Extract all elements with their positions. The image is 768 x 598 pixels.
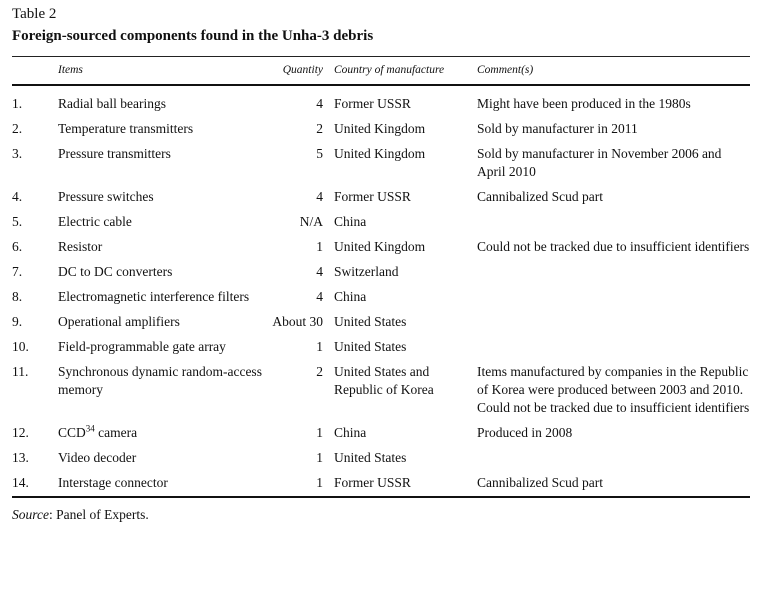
row-number: 10.: [12, 339, 29, 354]
country-cell: Former USSR: [334, 475, 411, 490]
footnote-marker: 34: [85, 423, 95, 434]
item-text-suffix: camera: [94, 425, 138, 440]
quantity-cell: 2: [316, 364, 323, 379]
item-text: Temperature transmitters: [58, 121, 194, 136]
item-text: CCD: [58, 425, 86, 440]
components-table: [12, 57, 750, 496]
row-number: 8.: [12, 289, 23, 304]
quantity-cell: 1: [316, 239, 323, 254]
quantity-cell: 4: [316, 289, 323, 304]
item-text: Pressure switches: [58, 189, 154, 204]
comment-cell: Sold by manufacturer in 2011: [477, 121, 638, 136]
header-num: [12, 57, 58, 84]
source-label: Source: [12, 507, 49, 522]
table-body: [12, 86, 750, 496]
item-name: [58, 310, 262, 335]
source-text: : Panel of Experts.: [49, 507, 149, 522]
item-name: [58, 446, 262, 471]
quantity-cell: 1: [316, 425, 323, 440]
item-text: Electric cable: [58, 214, 132, 229]
comment-cell: Cannibalized Scud part: [477, 475, 603, 490]
comment-cell: [474, 310, 750, 335]
bottom-rule: [12, 496, 750, 498]
header-comments: Comment(s): [477, 64, 534, 76]
quantity-cell: 5: [316, 146, 323, 161]
country-cell: Former USSR: [334, 189, 411, 204]
row-number: 9.: [12, 314, 23, 329]
comment-cell: Could not be tracked due to insufficient identifiers: [477, 239, 750, 254]
table-row: [12, 185, 750, 210]
item-text: Field-programmable gate array: [58, 339, 226, 354]
quantity-cell: 4: [316, 189, 323, 204]
country-cell: United Kingdom: [334, 239, 426, 254]
country-cell: United States: [334, 339, 407, 354]
row-number: 1.: [12, 96, 23, 111]
item-name: [58, 285, 262, 310]
country-cell: Former USSR: [334, 96, 411, 111]
item-text: Operational amplifiers: [58, 314, 180, 329]
quantity-cell: 1: [316, 475, 323, 490]
header-quantity: Quantity: [282, 64, 323, 76]
comment-cell: Sold by manufacturer in November 2006 and April 2010: [477, 146, 722, 179]
country-cell: Switzerland: [334, 264, 399, 279]
country-cell: United States: [334, 314, 407, 329]
table-row: [12, 360, 750, 421]
row-number: 14.: [12, 475, 29, 490]
row-number: 11.: [12, 364, 29, 379]
country-cell: United Kingdom: [334, 146, 426, 161]
country-cell: United Kingdom: [334, 121, 426, 136]
item-name: [58, 210, 262, 235]
source-note: [12, 507, 750, 523]
quantity-cell: 1: [316, 339, 323, 354]
quantity-cell: About 30: [272, 314, 323, 329]
table-row: [12, 421, 750, 446]
header-country: Country of manufacture: [334, 64, 445, 76]
quantity-cell: 4: [316, 264, 323, 279]
item-name: [58, 360, 262, 421]
item-text: Video decoder: [58, 450, 137, 465]
item-text: Radial ball bearings: [58, 96, 166, 111]
item-name: [58, 86, 262, 117]
item-name: [58, 185, 262, 210]
item-name: [58, 117, 262, 142]
table-row: [12, 446, 750, 471]
country-cell: United States and Republic of Korea: [334, 364, 434, 397]
quantity-cell: 2: [316, 121, 323, 136]
row-number: 3.: [12, 146, 23, 161]
row-number: 6.: [12, 239, 23, 254]
row-number: 5.: [12, 214, 23, 229]
table-row: [12, 260, 750, 285]
comment-cell: [474, 335, 750, 360]
header-items: Items: [58, 64, 83, 76]
table-row: [12, 210, 750, 235]
table-row: [12, 285, 750, 310]
table-row: [12, 142, 750, 185]
table-row: [12, 235, 750, 260]
item-text: Electromagnetic interference filters: [58, 289, 250, 304]
item-name: [58, 260, 262, 285]
item-name: [58, 235, 262, 260]
table-row: [12, 86, 750, 117]
row-number: 7.: [12, 264, 23, 279]
comment-cell: [474, 210, 750, 235]
table-title: Foreign-sourced components found in the Unha-3 debris: [12, 28, 374, 44]
table-row: [12, 335, 750, 360]
row-number: 2.: [12, 121, 23, 136]
country-cell: China: [334, 289, 367, 304]
header-row: [12, 57, 750, 84]
quantity-cell: 4: [316, 96, 323, 111]
comment-cell: Might have been produced in the 1980s: [477, 96, 691, 111]
country-cell: United States: [334, 450, 407, 465]
comment-cell: Items manufactured by companies in the Republic of Korea were produced between 2003 and 2010. Could not be tracked due to insufficient identifiers: [477, 364, 750, 415]
country-cell: China: [334, 214, 367, 229]
table-row: [12, 310, 750, 335]
item-text: Resistor: [58, 239, 103, 254]
quantity-cell: 1: [316, 450, 323, 465]
document: [12, 4, 750, 523]
row-number: 13.: [12, 450, 29, 465]
table-row: [12, 471, 750, 496]
comment-cell: [474, 285, 750, 310]
item-text: Interstage connector: [58, 475, 168, 490]
item-name: [58, 142, 262, 185]
item-text: Pressure transmitters: [58, 146, 171, 161]
table-row: [12, 117, 750, 142]
quantity-cell: N/A: [299, 214, 323, 229]
item-text: DC to DC converters: [58, 264, 173, 279]
comment-cell: [474, 446, 750, 471]
country-cell: China: [334, 425, 367, 440]
item-name: [58, 421, 262, 446]
item-name: [58, 471, 262, 496]
item-name: [58, 335, 262, 360]
row-number: 12.: [12, 425, 29, 440]
item-text: Synchronous dynamic random-access memory: [58, 364, 262, 397]
comment-cell: [474, 260, 750, 285]
comment-cell: Cannibalized Scud part: [477, 189, 603, 204]
table-number: Table 2: [12, 6, 57, 22]
row-number: 4.: [12, 189, 23, 204]
comment-cell: Produced in 2008: [477, 425, 573, 440]
